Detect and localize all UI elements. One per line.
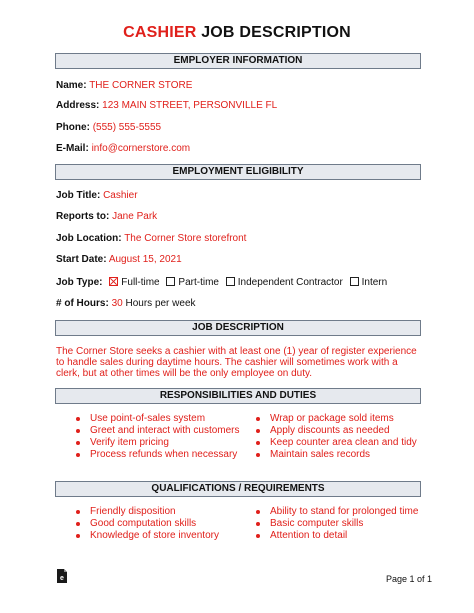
job-description-text: The Corner Store seeks a cashier with at least one (1) year of register experience to handle sales during daytime hours. The cashier will sometimes work with a clerk, but at other times will be the only employee on duty. [56, 346, 417, 379]
job-type-option-label: Part-time [178, 277, 219, 288]
start-date-value: August 15, 2021 [108, 254, 182, 265]
job-location-field: Job Location: The Corner Store storefront [56, 233, 247, 244]
hours-field: # of Hours: 30 Hours per week [56, 298, 196, 309]
employer-email-value: info@cornerstore.com [91, 143, 191, 154]
list-item: Good computation skills [72, 518, 219, 530]
phone-label: Phone [56, 122, 87, 133]
reports-to-label: Reports to [56, 211, 106, 222]
eligibility-section-heading: EMPLOYMENT ELIGIBILITY [55, 164, 421, 180]
responsibilities-section-heading: RESPONSIBILITIES AND DUTIES [55, 388, 421, 404]
job-type-field: Job Type: Full-time Part-time Independent Contractor Intern [56, 277, 388, 288]
list-item: Use point-of-sales system [72, 413, 240, 425]
employer-section-heading: EMPLOYER INFORMATION [55, 53, 421, 69]
reports-to-field: Reports to: Jane Park [56, 211, 158, 222]
list-item: Knowledge of store inventory [72, 530, 219, 542]
list-item: Verify item pricing [72, 437, 240, 449]
hours-unit: Hours per week [125, 298, 196, 309]
document-logo-icon [56, 569, 68, 583]
qualifications-right-list [252, 506, 418, 542]
job-title-value: Cashier [103, 190, 138, 201]
start-date-label: Start Date [56, 254, 104, 265]
job-type-option[interactable] [222, 277, 343, 288]
employer-name-value: THE CORNER STORE [89, 80, 193, 91]
checkbox-empty-icon[interactable] [350, 277, 359, 286]
list-item: Process refunds when necessary [72, 449, 240, 461]
title-accent: CASHIER [123, 24, 197, 41]
job-type-option[interactable] [162, 277, 219, 288]
list-item: Greet and interact with customers [72, 425, 240, 437]
checkbox-empty-icon[interactable] [226, 277, 235, 286]
qualifications-section-heading: QUALIFICATIONS / REQUIREMENTS [55, 481, 421, 497]
job-title-field: Job Title: Cashier [56, 190, 138, 201]
list-item: Attention to detail [252, 530, 418, 542]
svg-text:e: e [60, 575, 64, 582]
job-location-value: The Corner Store storefront [124, 233, 247, 244]
description-section-heading: JOB DESCRIPTION [55, 320, 421, 336]
hours-value: 30 [111, 298, 123, 309]
job-location-label: Job Location [56, 233, 119, 244]
list-item: Keep counter area clean and tidy [252, 437, 417, 449]
page-number: Page 1 of 1 [385, 574, 432, 584]
job-type-option-label: Independent Contractor [237, 277, 343, 288]
start-date-field: Start Date: August 15, 2021 [56, 254, 182, 265]
job-type-label: Job Type [56, 277, 100, 288]
job-type-option-label: Intern [361, 277, 388, 288]
reports-to-value: Jane Park [112, 211, 158, 222]
job-type-option-label: Full-time [121, 277, 160, 288]
email-label: E-Mail [56, 143, 86, 154]
qualifications-left-list [72, 506, 219, 542]
job-type-options [105, 277, 387, 288]
job-type-option[interactable] [346, 277, 388, 288]
employer-address-value: 123 MAIN STREET, PERSONVILLE FL [102, 100, 278, 111]
employer-phone-value: (555) 555-5555 [92, 122, 162, 133]
checkbox-empty-icon[interactable] [166, 277, 175, 286]
job-type-option[interactable] [105, 277, 159, 288]
list-item: Ability to stand for prolonged time [252, 506, 418, 518]
list-item: Basic computer skills [252, 518, 418, 530]
responsibilities-right-list [252, 413, 417, 461]
checkbox-checked-icon[interactable] [109, 277, 118, 286]
employer-phone-field: Phone: (555) 555-5555 [56, 122, 162, 133]
job-title-label: Job Title [56, 190, 97, 201]
employer-address-field: Address: 123 MAIN STREET, PERSONVILLE FL [56, 100, 278, 111]
hours-label: # of Hours [56, 298, 106, 309]
list-item: Maintain sales records [252, 449, 417, 461]
list-item: Wrap or package sold items [252, 413, 417, 425]
title-rest: JOB DESCRIPTION [201, 24, 351, 41]
employer-email-field: E-Mail: info@cornerstore.com [56, 143, 191, 154]
list-item: Apply discounts as needed [252, 425, 417, 437]
employer-name-field: Name: THE CORNER STORE [56, 80, 193, 91]
document-title [0, 24, 474, 42]
address-label: Address [56, 100, 97, 111]
name-label: Name [56, 80, 84, 91]
responsibilities-left-list [72, 413, 240, 461]
list-item: Friendly disposition [72, 506, 219, 518]
